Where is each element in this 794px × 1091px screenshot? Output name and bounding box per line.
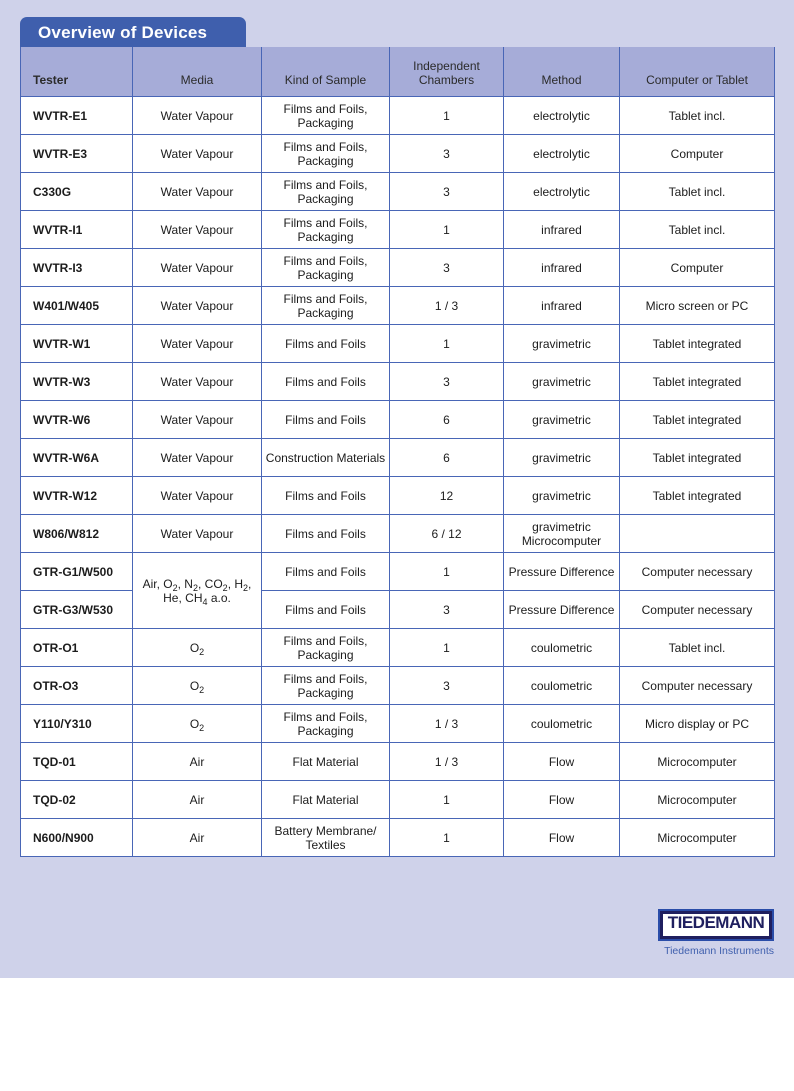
computer-cell: Tablet integrated xyxy=(620,363,775,401)
chambers-cell: 3 xyxy=(390,173,504,211)
column-header: Media xyxy=(133,47,262,97)
media-cell: Air xyxy=(133,781,262,819)
method-cell: Flow xyxy=(504,781,620,819)
chambers-cell: 6 xyxy=(390,439,504,477)
computer-cell: Tablet incl. xyxy=(620,97,775,135)
chambers-cell: 1 xyxy=(390,629,504,667)
sample-cell: Films and Foils, Packaging xyxy=(262,173,390,211)
computer-cell: Tablet incl. xyxy=(620,629,775,667)
media-cell: Water Vapour xyxy=(133,211,262,249)
computer-cell: Tablet incl. xyxy=(620,173,775,211)
chambers-cell: 1 / 3 xyxy=(390,287,504,325)
method-cell: gravimetric Microcomputer xyxy=(504,515,620,553)
media-cell: Water Vapour xyxy=(133,477,262,515)
devices-table xyxy=(20,47,775,857)
chambers-cell: 1 xyxy=(390,97,504,135)
computer-cell: Computer xyxy=(620,249,775,287)
table-row xyxy=(21,363,775,401)
sample-cell: Films and Foils, Packaging xyxy=(262,705,390,743)
sample-cell: Films and Foils, Packaging xyxy=(262,667,390,705)
sample-cell: Films and Foils, Packaging xyxy=(262,135,390,173)
logo-caption: Tiedemann Instruments xyxy=(664,945,774,957)
chambers-cell: 1 xyxy=(390,211,504,249)
tiedemann-logo xyxy=(658,909,774,941)
tester-cell: GTR-G1/W500 xyxy=(21,553,133,591)
tester-cell: WVTR-W6 xyxy=(21,401,133,439)
computer-cell: Micro screen or PC xyxy=(620,287,775,325)
tester-cell: WVTR-E3 xyxy=(21,135,133,173)
media-cell: Water Vapour xyxy=(133,439,262,477)
computer-cell: Microcomputer xyxy=(620,743,775,781)
sample-cell: Films and Foils xyxy=(262,591,390,629)
table-row xyxy=(21,477,775,515)
media-cell: $O_2$ xyxy=(133,629,262,667)
chambers-cell: 3 xyxy=(390,135,504,173)
media-cell: $O_2$ xyxy=(133,705,262,743)
tester-cell: GTR-G3/W530 xyxy=(21,591,133,629)
method-cell: infrared xyxy=(504,249,620,287)
media-cell: Water Vapour xyxy=(133,515,262,553)
tester-cell: Y110/Y310 xyxy=(21,705,133,743)
computer-cell: Micro display or PC xyxy=(620,705,775,743)
tester-cell: WVTR-W6A xyxy=(21,439,133,477)
tester-cell: OTR-O1 xyxy=(21,629,133,667)
media-cell: Water Vapour xyxy=(133,173,262,211)
column-header: Method xyxy=(504,47,620,97)
table-row xyxy=(21,629,775,667)
computer-cell: Tablet integrated xyxy=(620,325,775,363)
computer-cell: Tablet integrated xyxy=(620,477,775,515)
media-cell: Water Vapour xyxy=(133,135,262,173)
chambers-cell: 1 / 3 xyxy=(390,705,504,743)
tester-cell: WVTR-W12 xyxy=(21,477,133,515)
tester-cell: C330G xyxy=(21,173,133,211)
table-row xyxy=(21,667,775,705)
method-cell: coulometric xyxy=(504,629,620,667)
chambers-cell: 3 xyxy=(390,249,504,287)
computer-cell: Computer necessary xyxy=(620,591,775,629)
method-cell: infrared xyxy=(504,287,620,325)
method-cell: electrolytic xyxy=(504,173,620,211)
tester-cell: TQD-01 xyxy=(21,743,133,781)
chambers-cell: 1 xyxy=(390,781,504,819)
column-header: Tester xyxy=(21,47,133,97)
chambers-cell: 1 xyxy=(390,553,504,591)
media-cell: Air xyxy=(133,743,262,781)
sample-cell: Films and Foils xyxy=(262,363,390,401)
computer-cell: Tablet incl. xyxy=(620,211,775,249)
table-row xyxy=(21,211,775,249)
page-title: Overview of Devices xyxy=(20,17,246,47)
tester-cell: W401/W405 xyxy=(21,287,133,325)
table-row xyxy=(21,439,775,477)
table-row xyxy=(21,819,775,857)
computer-cell: Tablet integrated xyxy=(620,401,775,439)
tester-cell: WVTR-I1 xyxy=(21,211,133,249)
method-cell: Pressure Difference xyxy=(504,591,620,629)
media-cell: Water Vapour xyxy=(133,97,262,135)
media-cell: $O_2$ xyxy=(133,667,262,705)
media-cell: Water Vapour xyxy=(133,325,262,363)
method-cell: coulometric xyxy=(504,667,620,705)
tester-cell: W806/W812 xyxy=(21,515,133,553)
sample-cell: Battery Membrane/ Textiles xyxy=(262,819,390,857)
tester-cell: WVTR-E1 xyxy=(21,97,133,135)
method-cell: gravimetric xyxy=(504,363,620,401)
chambers-cell: 3 xyxy=(390,667,504,705)
logo-text: TIEDEMANN xyxy=(667,913,765,932)
chambers-cell: 6 xyxy=(390,401,504,439)
computer-cell: Computer necessary xyxy=(620,553,775,591)
sample-cell: Films and Foils xyxy=(262,553,390,591)
media-cell: Water Vapour xyxy=(133,249,262,287)
column-header: Computer or Tablet xyxy=(620,47,775,97)
chambers-cell: 12 xyxy=(390,477,504,515)
tester-cell: OTR-O3 xyxy=(21,667,133,705)
table-body xyxy=(21,97,775,857)
table-row xyxy=(21,325,775,363)
table-row xyxy=(21,97,775,135)
tester-cell: N600/N900 xyxy=(21,819,133,857)
column-header: Kind of Sample xyxy=(262,47,390,97)
method-cell: Pressure Difference xyxy=(504,553,620,591)
computer-cell: Microcomputer xyxy=(620,819,775,857)
computer-cell: Computer necessary xyxy=(620,667,775,705)
method-cell: electrolytic xyxy=(504,135,620,173)
table-row xyxy=(21,249,775,287)
chambers-cell: 1 xyxy=(390,325,504,363)
sample-cell: Films and Foils, Packaging xyxy=(262,287,390,325)
sample-cell: Films and Foils, Packaging xyxy=(262,211,390,249)
chambers-cell: 3 xyxy=(390,591,504,629)
table-row xyxy=(21,135,775,173)
method-cell: gravimetric xyxy=(504,439,620,477)
sample-cell: Films and Foils xyxy=(262,515,390,553)
method-cell: Flow xyxy=(504,819,620,857)
method-cell: gravimetric xyxy=(504,325,620,363)
sample-cell: Films and Foils, Packaging xyxy=(262,629,390,667)
sample-cell: Films and Foils xyxy=(262,477,390,515)
media-cell: Air xyxy=(133,819,262,857)
table-row xyxy=(21,515,775,553)
column-header: Independent Chambers xyxy=(390,47,504,97)
media-cell: Water Vapour xyxy=(133,287,262,325)
method-cell: gravimetric xyxy=(504,477,620,515)
media-cell: Water Vapour xyxy=(133,363,262,401)
table-row xyxy=(21,705,775,743)
method-cell: coulometric xyxy=(504,705,620,743)
computer-cell: Tablet integrated xyxy=(620,439,775,477)
sample-cell: Construction Materials xyxy=(262,439,390,477)
computer-cell xyxy=(620,515,775,553)
method-cell: infrared xyxy=(504,211,620,249)
tester-cell: WVTR-W3 xyxy=(21,363,133,401)
chambers-cell: 3 xyxy=(390,363,504,401)
table-row xyxy=(21,743,775,781)
tester-cell: WVTR-W1 xyxy=(21,325,133,363)
method-cell: gravimetric xyxy=(504,401,620,439)
chambers-cell: 6 / 12 xyxy=(390,515,504,553)
table-row xyxy=(21,781,775,819)
computer-cell: Microcomputer xyxy=(620,781,775,819)
sample-cell: Flat Material xyxy=(262,781,390,819)
chambers-cell: 1 xyxy=(390,819,504,857)
chambers-cell: 1 / 3 xyxy=(390,743,504,781)
tester-cell: TQD-02 xyxy=(21,781,133,819)
method-cell: Flow xyxy=(504,743,620,781)
table-row xyxy=(21,401,775,439)
sample-cell: Films and Foils xyxy=(262,325,390,363)
sample-cell: Flat Material xyxy=(262,743,390,781)
table-row xyxy=(21,173,775,211)
table-row xyxy=(21,553,775,591)
sample-cell: Films and Foils, Packaging xyxy=(262,249,390,287)
sample-cell: Films and Foils xyxy=(262,401,390,439)
media-cell: Water Vapour xyxy=(133,401,262,439)
method-cell: electrolytic xyxy=(504,97,620,135)
table-row xyxy=(21,287,775,325)
media-cell: Air, $O_2$, $N_2$, $CO_2$, $H_2$, He, $CH_4$ a.o. xyxy=(133,553,262,629)
computer-cell: Computer xyxy=(620,135,775,173)
table-header-row xyxy=(21,47,775,97)
tester-cell: WVTR-I3 xyxy=(21,249,133,287)
sample-cell: Films and Foils, Packaging xyxy=(262,97,390,135)
